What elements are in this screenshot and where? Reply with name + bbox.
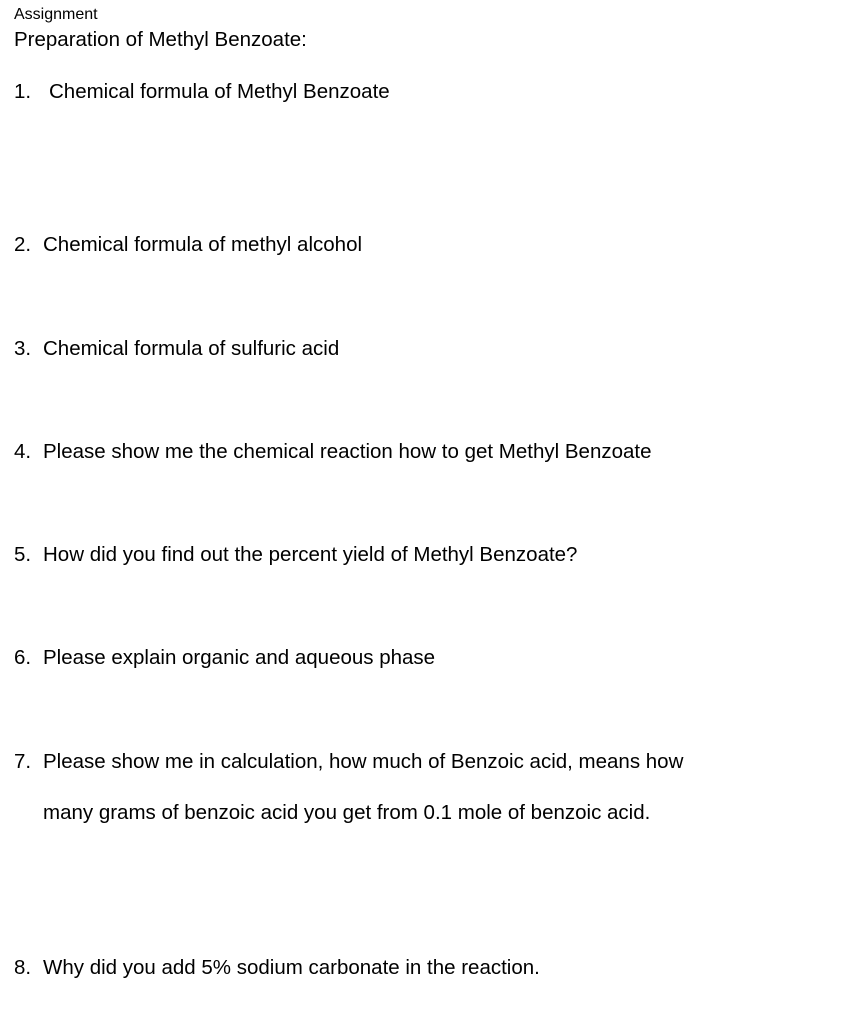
assignment-label: Assignment (14, 6, 98, 23)
question-text: Chemical formula of sulfuric acid (43, 337, 340, 360)
question-number: 3. (14, 337, 32, 360)
question-text: Chemical formula of Methyl Benzoate (49, 80, 390, 103)
question-4 (14, 439, 652, 465)
question-number: 7. (14, 750, 32, 773)
document-title: Preparation of Methyl Benzoate: (14, 28, 307, 51)
question-number: 8. (14, 956, 32, 979)
question-number: 6. (14, 646, 32, 669)
question-7-continuation: many grams of benzoic acid you get from 0.1 mole of benzoic acid. (43, 801, 651, 824)
question-number: 4. (14, 440, 32, 463)
question-number: 5. (14, 543, 32, 566)
question-text: Please explain organic and aqueous phase (43, 646, 436, 669)
question-text: Please show me the chemical reaction how to get Methyl Benzoate (43, 440, 652, 463)
question-text: Why did you add 5% sodium carbonate in the reaction. (43, 956, 540, 979)
question-2 (14, 232, 362, 258)
question-7 (14, 749, 683, 775)
question-number: 2. (14, 233, 32, 256)
question-3 (14, 336, 339, 362)
question-text: Chemical formula of methyl alcohol (43, 233, 363, 256)
question-text: How did you find out the percent yield of Methyl Benzoate? (43, 543, 578, 566)
question-8 (14, 955, 540, 981)
question-5 (14, 542, 577, 568)
question-6 (14, 645, 435, 671)
question-number: 1. (14, 80, 32, 103)
question-1 (14, 79, 390, 105)
question-text: Please show me in calculation, how much of Benzoic acid, means how (43, 750, 684, 773)
